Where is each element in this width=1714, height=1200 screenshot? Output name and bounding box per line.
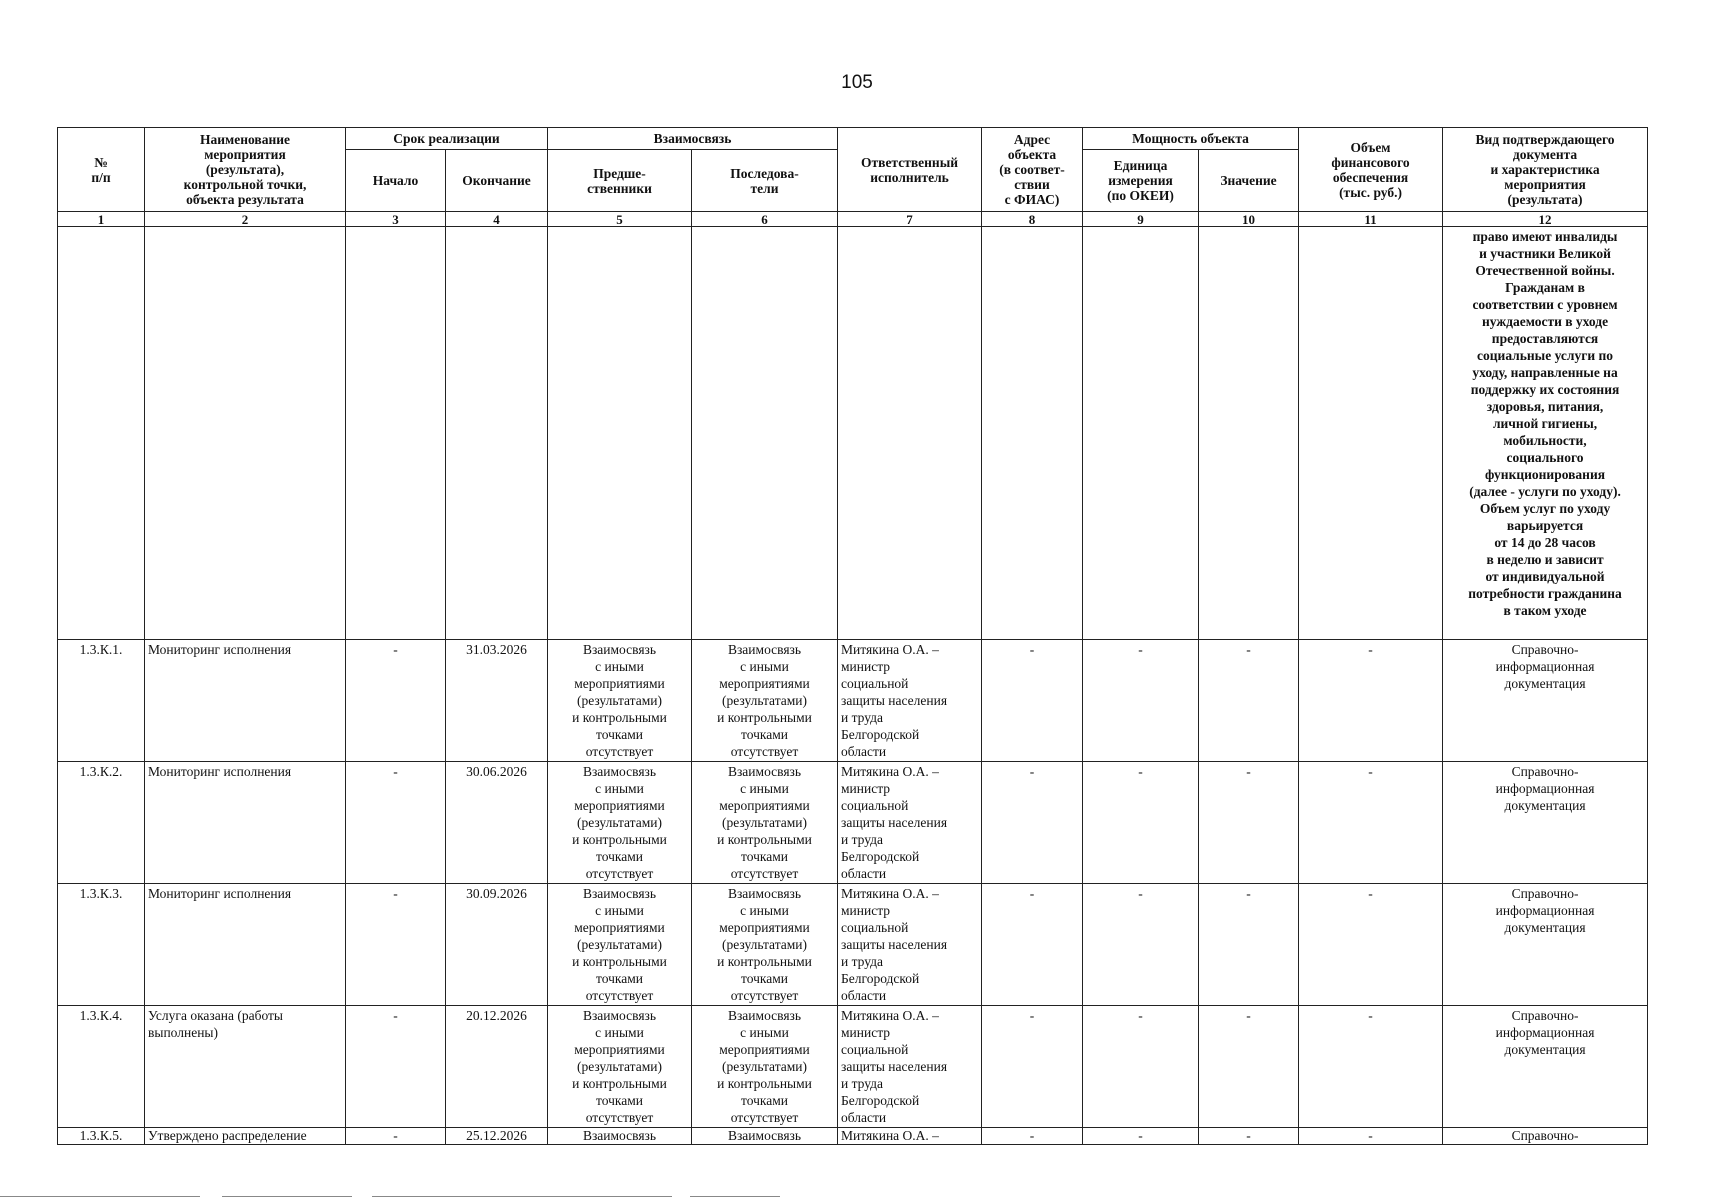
cell-predecessors: Взаимосвязь с иными мероприятиями (результатами) и контрольными точками отсутствует [548, 884, 692, 1006]
cell-num: 1.3.К.1. [58, 640, 145, 762]
cell-end: 20.12.2026 [446, 1006, 548, 1128]
cell-start: - [346, 640, 446, 762]
cell-responsible: Митякина О.А. – министр социальной защиты населения и труда Белгородской области [838, 1006, 982, 1128]
cell-successors: Взаимосвязь с иными мероприятиями (результатами) и контрольными точками отсутствует [692, 640, 838, 762]
header-address: Адрес объекта (в соответ- ствии с ФИАС) [982, 128, 1083, 212]
col-number: 5 [548, 212, 692, 227]
footer-rule [222, 1196, 352, 1197]
cell-value: - [1199, 762, 1299, 884]
cell-predecessors: Взаимосвязь с иными мероприятиями (результатами) и контрольными точками отсутствует [548, 640, 692, 762]
cell-responsible: Митякина О.А. – министр социальной защиты населения и труда Белгородской области [838, 884, 982, 1006]
cell-start: - [346, 1006, 446, 1128]
cell-responsible: Митякина О.А. – [838, 1128, 982, 1145]
cell-value: - [1199, 640, 1299, 762]
col-number: 7 [838, 212, 982, 227]
header-value: Значение [1199, 150, 1299, 212]
footer-rule [0, 1196, 200, 1197]
header-responsible: Ответственный исполнитель [838, 128, 982, 212]
footer-rule [690, 1196, 780, 1197]
cell-start: - [346, 1128, 446, 1145]
col-number: 10 [1199, 212, 1299, 227]
cell-address: - [982, 1128, 1083, 1145]
col-number: 2 [145, 212, 346, 227]
cell-num: 1.3.К.3. [58, 884, 145, 1006]
cell-predecessors: Взаимосвязь с иными мероприятиями (результатами) и контрольными точками отсутствует [548, 1006, 692, 1128]
cell-address: - [982, 762, 1083, 884]
cell-name: Мониторинг исполнения [145, 640, 346, 762]
cell-unit: - [1083, 640, 1199, 762]
footer-rule [372, 1196, 672, 1197]
plan-table [57, 127, 1648, 1145]
cell-predecessors: Взаимосвязь [548, 1128, 692, 1145]
table-row [58, 762, 1648, 884]
cell-name: Утверждено распределение [145, 1128, 346, 1145]
cell-start: - [346, 762, 446, 884]
table-row [58, 1006, 1648, 1128]
cell-address: - [982, 1006, 1083, 1128]
cell-end: 31.03.2026 [446, 640, 548, 762]
cell-funding: - [1299, 640, 1443, 762]
col-number: 12 [1443, 212, 1648, 227]
header-predecessors: Предше- ственники [548, 150, 692, 212]
cell-end: 30.06.2026 [446, 762, 548, 884]
cell-num: 1.3.К.2. [58, 762, 145, 884]
col-number: 6 [692, 212, 838, 227]
col-number: 1 [58, 212, 145, 227]
cell-doc-type: Справочно- информационная документация [1443, 762, 1648, 884]
header-name: Наименование мероприятия (результата), контрольной точки, объекта результата [145, 128, 346, 212]
cell-name: Мониторинг исполнения [145, 884, 346, 1006]
cell-address: - [982, 884, 1083, 1006]
table-row [58, 640, 1648, 762]
cell-unit: - [1083, 1128, 1199, 1145]
header-num: № п/п [58, 128, 145, 212]
cell-successors: Взаимосвязь с иными мероприятиями (результатами) и контрольными точками отсутствует [692, 762, 838, 884]
cell-responsible: Митякина О.А. – министр социальной защиты населения и труда Белгородской области [838, 762, 982, 884]
cell-name: Услуга оказана (работы выполнены) [145, 1006, 346, 1128]
cell-num: 1.3.К.4. [58, 1006, 145, 1128]
header-funding: Объем финансового обеспечения (тыс. руб.) [1299, 128, 1443, 212]
cell-start: - [346, 884, 446, 1006]
header-start: Начало [346, 150, 446, 212]
header-end: Окончание [446, 150, 548, 212]
col-number: 9 [1083, 212, 1199, 227]
header-successors: Последова- тели [692, 150, 838, 212]
cell-value: - [1199, 884, 1299, 1006]
cell-doc-type: Справочно- информационная документация [1443, 884, 1648, 1006]
table-row-continuation [58, 227, 1648, 640]
cell-successors: Взаимосвязь с иными мероприятиями (результатами) и контрольными точками отсутствует [692, 884, 838, 1006]
cell-unit: - [1083, 762, 1199, 884]
cell-name: Мониторинг исполнения [145, 762, 346, 884]
cell-doc-type: Справочно- информационная документация [1443, 640, 1648, 762]
continuation-text: право имеют инвалиды и участники Великой Отечественной войны. Гражданам в соответствии с уровнем нуждаемости в уходе предоставляются социальные услуги по уходу, направленные на поддержку их состояния здоровья, питания, личной гигиены, мобильности, социального функционирования (далее - услуги по уходу). Объем услуг по уходу варьируется от 14 до 28 часов в неделю и зависит от индивидуальной потребности гражданина в таком уходе [1443, 227, 1648, 640]
cell-unit: - [1083, 1006, 1199, 1128]
cell-end: 25.12.2026 [446, 1128, 548, 1145]
col-number: 3 [346, 212, 446, 227]
cell-num: 1.3.К.5. [58, 1128, 145, 1145]
col-number: 8 [982, 212, 1083, 227]
header-relation: Взаимосвязь [548, 128, 838, 150]
cell-value: - [1199, 1128, 1299, 1145]
cell-successors: Взаимосвязь с иными мероприятиями (результатами) и контрольными точками отсутствует [692, 1006, 838, 1128]
col-number: 4 [446, 212, 548, 227]
page-number: 105 [841, 72, 873, 93]
table-row [58, 884, 1648, 1006]
cell-responsible: Митякина О.А. – министр социальной защиты населения и труда Белгородской области [838, 640, 982, 762]
cell-doc-type: Справочно- [1443, 1128, 1648, 1145]
cell-funding: - [1299, 762, 1443, 884]
header-unit: Единица измерения (по ОКЕИ) [1083, 150, 1199, 212]
cell-doc-type: Справочно- информационная документация [1443, 1006, 1648, 1128]
cell-funding: - [1299, 1128, 1443, 1145]
cell-predecessors: Взаимосвязь с иными мероприятиями (результатами) и контрольными точками отсутствует [548, 762, 692, 884]
col-number: 11 [1299, 212, 1443, 227]
table-row [58, 1128, 1648, 1145]
header-capacity: Мощность объекта [1083, 128, 1299, 150]
cell-value: - [1199, 1006, 1299, 1128]
cell-funding: - [1299, 884, 1443, 1006]
cell-unit: - [1083, 884, 1199, 1006]
cell-successors: Взаимосвязь [692, 1128, 838, 1145]
header-period: Срок реализации [346, 128, 548, 150]
cell-funding: - [1299, 1006, 1443, 1128]
cell-end: 30.09.2026 [446, 884, 548, 1006]
header-doc-type: Вид подтверждающего документа и характеристика мероприятия (результата) [1443, 128, 1648, 212]
cell-address: - [982, 640, 1083, 762]
